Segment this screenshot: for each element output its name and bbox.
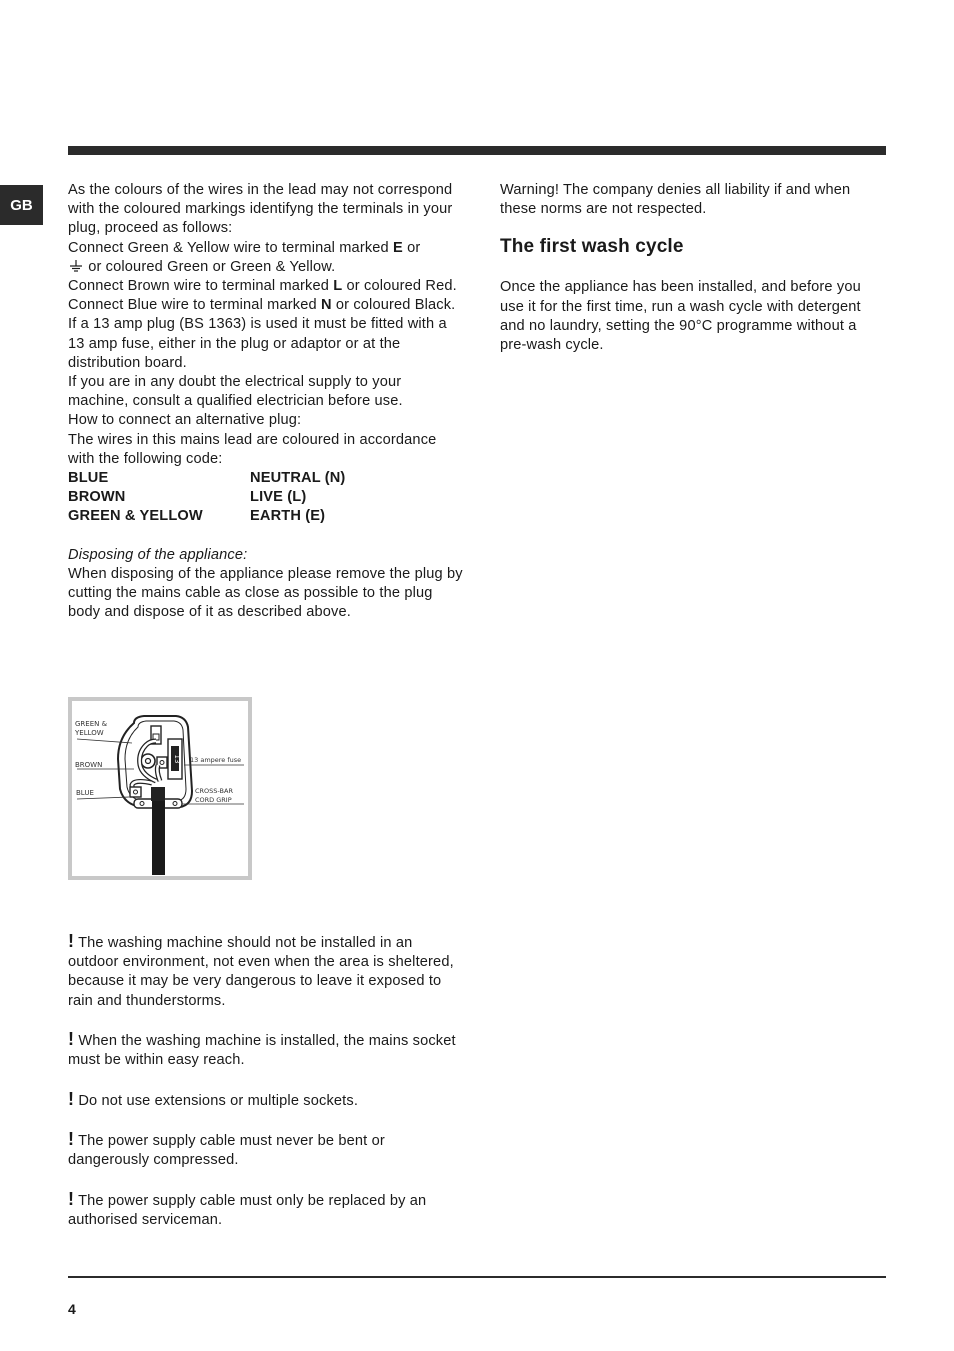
page-number: 4: [68, 1301, 76, 1317]
label-crossbar-1: CROSS-BAR: [195, 787, 233, 795]
section-title: The first wash cycle: [500, 236, 684, 258]
alternative-plug-paragraph: How to connect an alternative plug:: [68, 412, 302, 429]
green-yellow-instruction: [68, 239, 463, 277]
warning-item: [68, 1190, 463, 1230]
warning-item: [68, 1130, 463, 1170]
wire-code-row: [68, 488, 345, 507]
right-column: [500, 181, 886, 355]
wire-meaning: NEUTRAL (N): [250, 470, 346, 487]
label-blue: BLUE: [76, 789, 94, 797]
brown-text: Connect Brown wire to terminal marked: [68, 278, 334, 295]
earth-symbol-icon: [68, 259, 84, 273]
brown-alt: or coloured Red.: [342, 278, 457, 295]
warning-text: Do not use extensions or multiple sockets.: [74, 1092, 359, 1109]
wire-code-row: [68, 507, 345, 526]
safety-warnings: [68, 932, 463, 1249]
wire-meaning: EARTH (E): [250, 508, 326, 525]
wire-colour: BLUE: [68, 470, 109, 487]
label-green-yellow-2: YELLOW: [75, 729, 104, 737]
warning-text: When the washing machine is installed, the mains socket must be within easy reach.: [68, 1033, 456, 1069]
first-wash-paragraph: Once the appliance has been installed, and before you use it for the first time, run a wash cycle with detergent and no laundry, setting the 90°C programme without a pre-wash cycle.: [500, 279, 861, 354]
top-rule: [68, 146, 886, 155]
fuse-text: 13: [173, 754, 181, 764]
label-fuse: 13 ampere fuse: [190, 756, 242, 764]
warning-item: [68, 1090, 463, 1111]
warning-icon: !: [68, 1029, 75, 1049]
intro-paragraph: As the colours of the wires in the lead may not correspond with the coloured markings identifyng the terminals in your plug, proceed as follows:: [68, 182, 453, 237]
wire-meaning: LIVE (L): [250, 489, 307, 506]
wire-colour: GREEN & YELLOW: [68, 508, 203, 525]
blue-instruction: [68, 296, 463, 315]
label-green-yellow-1: GREEN &: [75, 720, 108, 728]
left-column: [68, 181, 463, 623]
warning-text: The power supply cable must never be bent or dangerously compressed.: [68, 1132, 385, 1169]
label-crossbar-2: CORD GRIP: [195, 796, 232, 804]
wire-code-row: [68, 469, 345, 488]
fuse-location-paragraph: 13 amp fuse, either in the plug or adaptor or at the distribution board.: [68, 335, 401, 371]
warning-icon: !: [68, 931, 75, 951]
warning-icon: !: [68, 1188, 75, 1209]
warning-icon: !: [68, 1128, 75, 1149]
wire-code-intro: The wires in this mains lead are coloured in accordance with the following code:: [68, 431, 437, 467]
plug-wiring-diagram: [68, 697, 252, 880]
warning-icon: !: [68, 1088, 75, 1109]
plug-diagram-svg: [72, 701, 248, 876]
warning-text: The washing machine should not be installed in an outdoor environment, not even when the area is sheltered, because it may be very dangerous to leave it exposed to rain and thunderstorms.: [68, 935, 454, 1009]
disposal-heading: Disposing of the appliance:: [68, 546, 248, 563]
liability-warning: Warning! The company denies all liability if and when these norms are not respected.: [500, 182, 851, 218]
electrician-paragraph: If you are in any doubt the electrical supply to your machine, consult a qualified electrician before use.: [68, 374, 403, 410]
wire-colour: BROWN: [68, 489, 126, 506]
language-tab: [0, 185, 43, 225]
warning-item: [68, 932, 463, 1011]
terminal-e-label: E: [393, 239, 403, 256]
brown-instruction: [68, 277, 463, 296]
wire-code-table: [68, 469, 345, 527]
blue-text: Connect Blue wire to terminal marked: [68, 297, 321, 314]
label-brown: BROWN: [75, 761, 103, 769]
warning-text: The power supply cable must only be replaced by an authorised serviceman.: [68, 1192, 427, 1228]
warning-item: [68, 1030, 463, 1070]
language-tab-label: GB: [10, 196, 33, 214]
blue-alt: or coloured Black.: [331, 297, 456, 314]
terminal-n-label: N: [320, 297, 332, 314]
bottom-rule: [68, 1276, 886, 1278]
disposal-paragraph: When disposing of the appliance please remove the plug by cutting the mains cable as close as possible to the plug body and dispose of it as described above.: [68, 566, 463, 621]
plug-fuse-paragraph: If a 13 amp plug (BS 1363) is used it must be fitted with a: [68, 316, 447, 333]
green-yellow-or: or: [402, 239, 421, 256]
green-yellow-text: Connect Green & Yellow wire to terminal marked: [68, 239, 394, 256]
terminal-l-label: L: [333, 278, 343, 295]
green-yellow-alt: or coloured Green or Green & Yellow.: [84, 258, 336, 275]
